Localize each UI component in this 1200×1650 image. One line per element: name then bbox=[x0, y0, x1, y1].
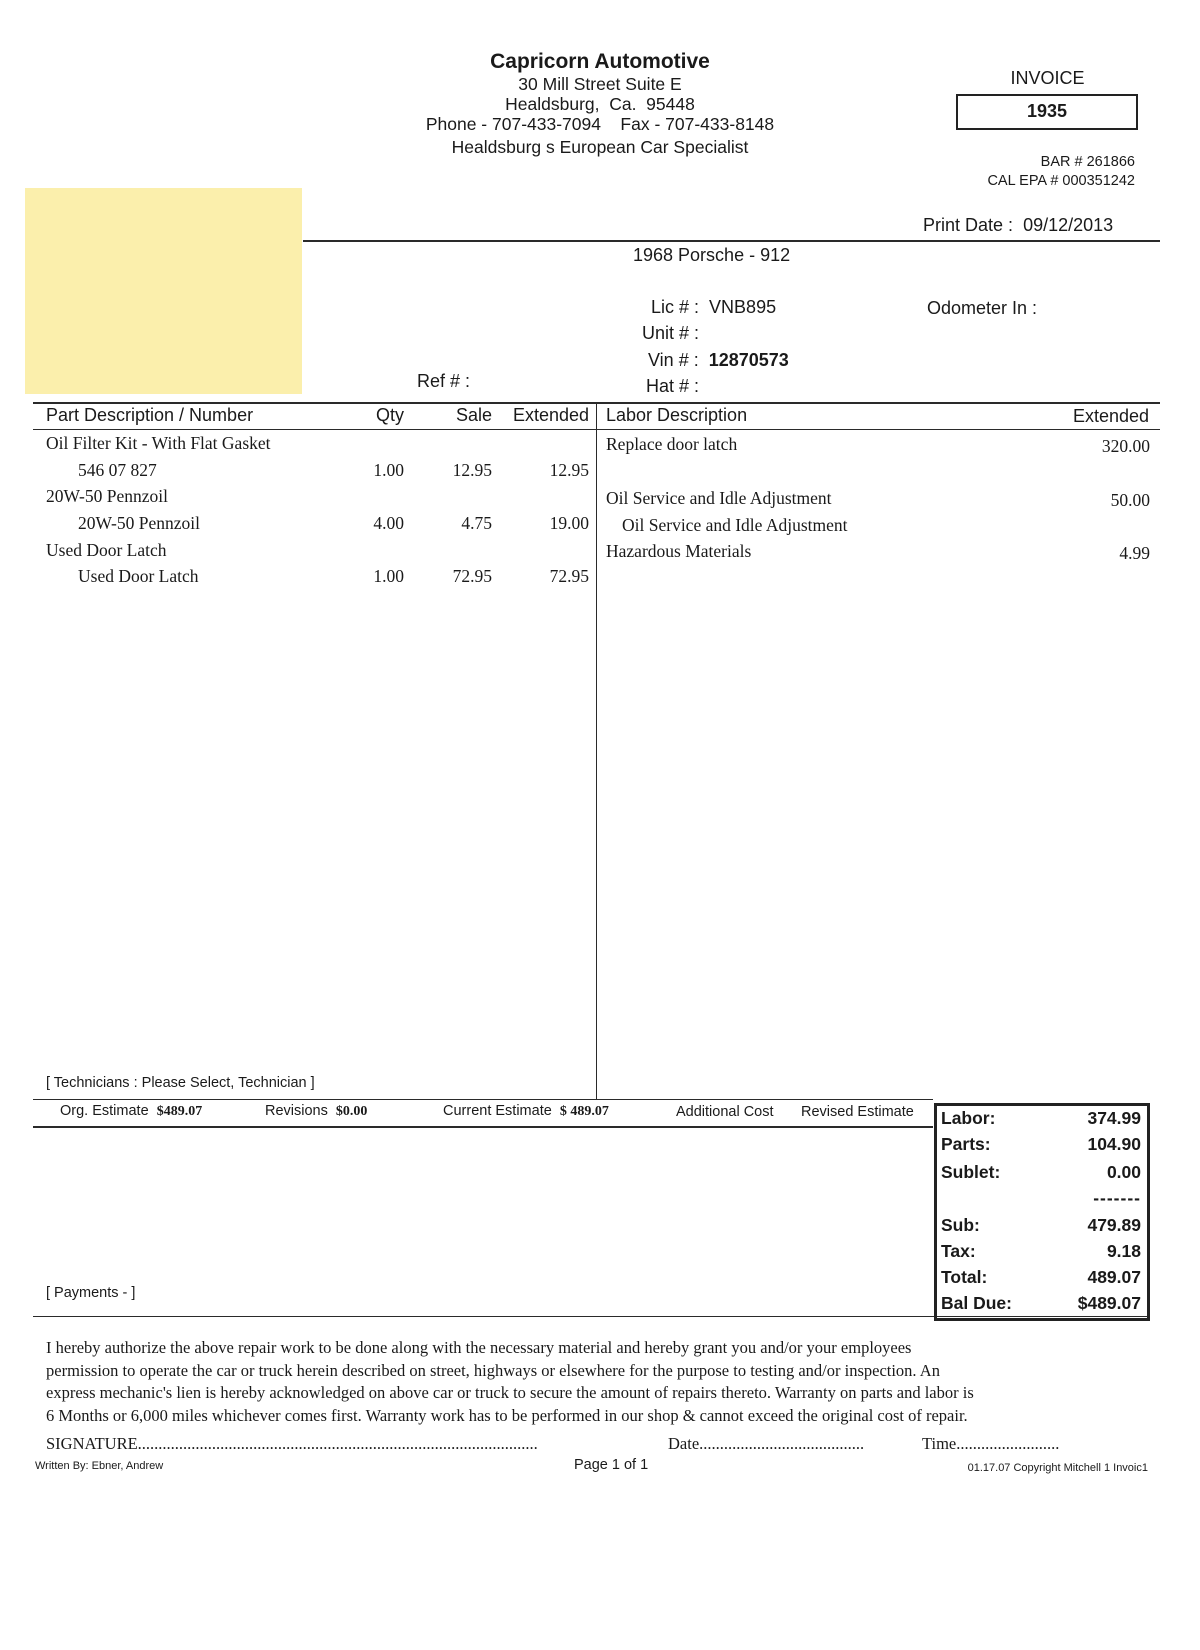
balance-due-value: $489.07 bbox=[1077, 1293, 1141, 1313]
estimates-top-rule bbox=[33, 1099, 933, 1100]
ref-label: Ref # : bbox=[417, 371, 471, 391]
part-number: 546 07 827 bbox=[78, 460, 157, 480]
shop-header bbox=[350, 50, 850, 160]
header-rule bbox=[303, 240, 1160, 242]
signature-line: SIGNATURE................................................................................................. bbox=[46, 1434, 538, 1453]
current-estimate-value: $ 489.07 bbox=[559, 1104, 609, 1119]
revised-estimate-label: Revised Estimate bbox=[801, 1104, 914, 1120]
vin-label: Vin # : bbox=[648, 350, 699, 370]
license-value: VNB895 bbox=[709, 297, 777, 317]
odometer-label: Odometer In : bbox=[927, 298, 1038, 318]
parts-header-qty: Qty bbox=[375, 405, 404, 425]
shop-tagline: Healdsburg s European Car Specialist bbox=[451, 137, 749, 157]
authorization-line: 6 Months or 6,000 miles whichever comes first. Warranty work has to be performed in our shop & cannot exceed the original cost of repair. bbox=[46, 1405, 968, 1425]
org-estimate-value: $489.07 bbox=[156, 1104, 203, 1119]
invoice-label: INVOICE bbox=[1010, 68, 1085, 88]
vin-value: 12870573 bbox=[708, 350, 789, 370]
labor-extended: 4.99 bbox=[1119, 543, 1150, 563]
part-desc: 20W-50 Pennzoil bbox=[46, 486, 168, 506]
totals-label: Total: bbox=[941, 1267, 988, 1287]
cal-epa-number: CAL EPA # 000351242 bbox=[987, 173, 1135, 189]
totals-value: 9.18 bbox=[1106, 1241, 1141, 1261]
labor-desc: Replace door latch bbox=[606, 434, 738, 454]
date-line: Date........................................ bbox=[668, 1434, 865, 1453]
part-number: Used Door Latch bbox=[78, 566, 199, 586]
part-qty: 1.00 bbox=[373, 460, 404, 480]
column-divider bbox=[596, 402, 597, 1099]
estimates-bottom-rule bbox=[33, 1126, 933, 1128]
invoice-number: 1935 bbox=[956, 94, 1138, 130]
totals-label: Sublet: bbox=[941, 1162, 1001, 1182]
org-estimate bbox=[60, 1103, 202, 1120]
print-date bbox=[923, 215, 1113, 236]
labor-extended: 50.00 bbox=[1110, 490, 1150, 510]
totals-label: Parts: bbox=[941, 1134, 991, 1154]
totals-value: 104.90 bbox=[1087, 1134, 1141, 1154]
parts-header-extended: Extended bbox=[512, 405, 589, 425]
part-sale: 12.95 bbox=[452, 460, 492, 480]
labor-header-extended: Extended bbox=[1072, 406, 1149, 426]
time-line: Time......................... bbox=[922, 1434, 1060, 1453]
shop-address: 30 Mill Street Suite E bbox=[518, 74, 682, 94]
labor-desc: Hazardous Materials bbox=[606, 541, 752, 561]
org-estimate-label: Org. Estimate bbox=[60, 1103, 149, 1119]
totals-label: Sub: bbox=[941, 1215, 980, 1235]
totals-value: 489.07 bbox=[1087, 1267, 1141, 1287]
vehicle-description: 1968 Porsche - 912 bbox=[633, 245, 791, 265]
part-desc: Used Door Latch bbox=[46, 540, 167, 560]
written-by: Written By: Ebner, Andrew bbox=[35, 1460, 164, 1472]
shop-city: Healdsburg, Ca. 95448 bbox=[505, 94, 695, 114]
labor-desc: Oil Service and Idle Adjustment bbox=[622, 515, 848, 535]
additional-cost-label: Additional Cost bbox=[676, 1104, 774, 1120]
payments-line: [ Payments - ] bbox=[46, 1285, 136, 1301]
part-extended: 12.95 bbox=[549, 460, 589, 480]
revisions-label: Revisions bbox=[265, 1103, 328, 1119]
totals-value: 479.89 bbox=[1087, 1215, 1141, 1235]
copyright: 01.17.07 Copyright Mitchell 1 Invoic1 bbox=[967, 1462, 1148, 1474]
current-estimate bbox=[443, 1103, 609, 1120]
shop-phone-fax: Phone - 707-433-7094 Fax - 707-433-8148 bbox=[425, 114, 775, 134]
totals-value: 0.00 bbox=[1106, 1162, 1141, 1182]
labor-header-desc: Labor Description bbox=[606, 405, 748, 425]
authorization-line: permission to operate the car or truck herein described on street, highways or elsewhere for the purpose to testing and/or inspection. An bbox=[46, 1360, 940, 1380]
authorization-line: express mechanic's lien is hereby acknowledged on above car or truck to secure the amount of repairs thereto. Warranty on parts and labor is bbox=[46, 1383, 974, 1402]
print-date-value: 09/12/2013 bbox=[1023, 215, 1114, 235]
part-sale: 72.95 bbox=[452, 566, 492, 586]
unit-label: Unit # : bbox=[642, 323, 700, 343]
part-sale: 4.75 bbox=[461, 513, 492, 533]
part-extended: 72.95 bbox=[549, 566, 589, 586]
totals-label: Tax: bbox=[941, 1241, 976, 1261]
technicians-line: [ Technicians : Please Select, Technician ] bbox=[46, 1075, 315, 1091]
part-qty: 1.00 bbox=[373, 566, 404, 586]
license-label: Lic # : bbox=[651, 297, 700, 317]
authorization-text bbox=[46, 1337, 1156, 1427]
vin-line bbox=[648, 350, 789, 371]
hat-label: Hat # : bbox=[646, 376, 700, 396]
print-date-label: Print Date : bbox=[923, 215, 1014, 235]
current-estimate-label: Current Estimate bbox=[443, 1103, 552, 1119]
totals-label: Labor: bbox=[941, 1108, 996, 1128]
bar-number: BAR # 261866 bbox=[1040, 154, 1135, 170]
revisions bbox=[265, 1103, 367, 1120]
parts-header-sale: Sale bbox=[455, 405, 492, 425]
sticky-note bbox=[25, 188, 302, 394]
authorization-line: I hereby authorize the above repair work to be done along with the necessary material and hereby grant you and/or your employees bbox=[46, 1338, 912, 1357]
part-number: 20W-50 Pennzoil bbox=[78, 513, 200, 533]
labor-desc: Oil Service and Idle Adjustment bbox=[606, 488, 832, 508]
part-qty: 4.00 bbox=[373, 513, 404, 533]
part-desc: Oil Filter Kit - With Flat Gasket bbox=[46, 433, 271, 453]
page-number: Page 1 of 1 bbox=[574, 1457, 649, 1473]
revisions-value: $0.00 bbox=[335, 1104, 368, 1119]
totals-separator: ------- bbox=[1093, 1188, 1141, 1208]
part-row bbox=[46, 433, 271, 454]
shop-name: Capricorn Automotive bbox=[490, 50, 710, 73]
totals-value: 374.99 bbox=[1087, 1108, 1141, 1128]
totals-label: Bal Due: bbox=[941, 1293, 1012, 1313]
part-extended: 19.00 bbox=[549, 513, 589, 533]
labor-extended: 320.00 bbox=[1101, 436, 1150, 456]
parts-header-desc: Part Description / Number bbox=[46, 405, 254, 425]
license-line bbox=[651, 297, 776, 318]
